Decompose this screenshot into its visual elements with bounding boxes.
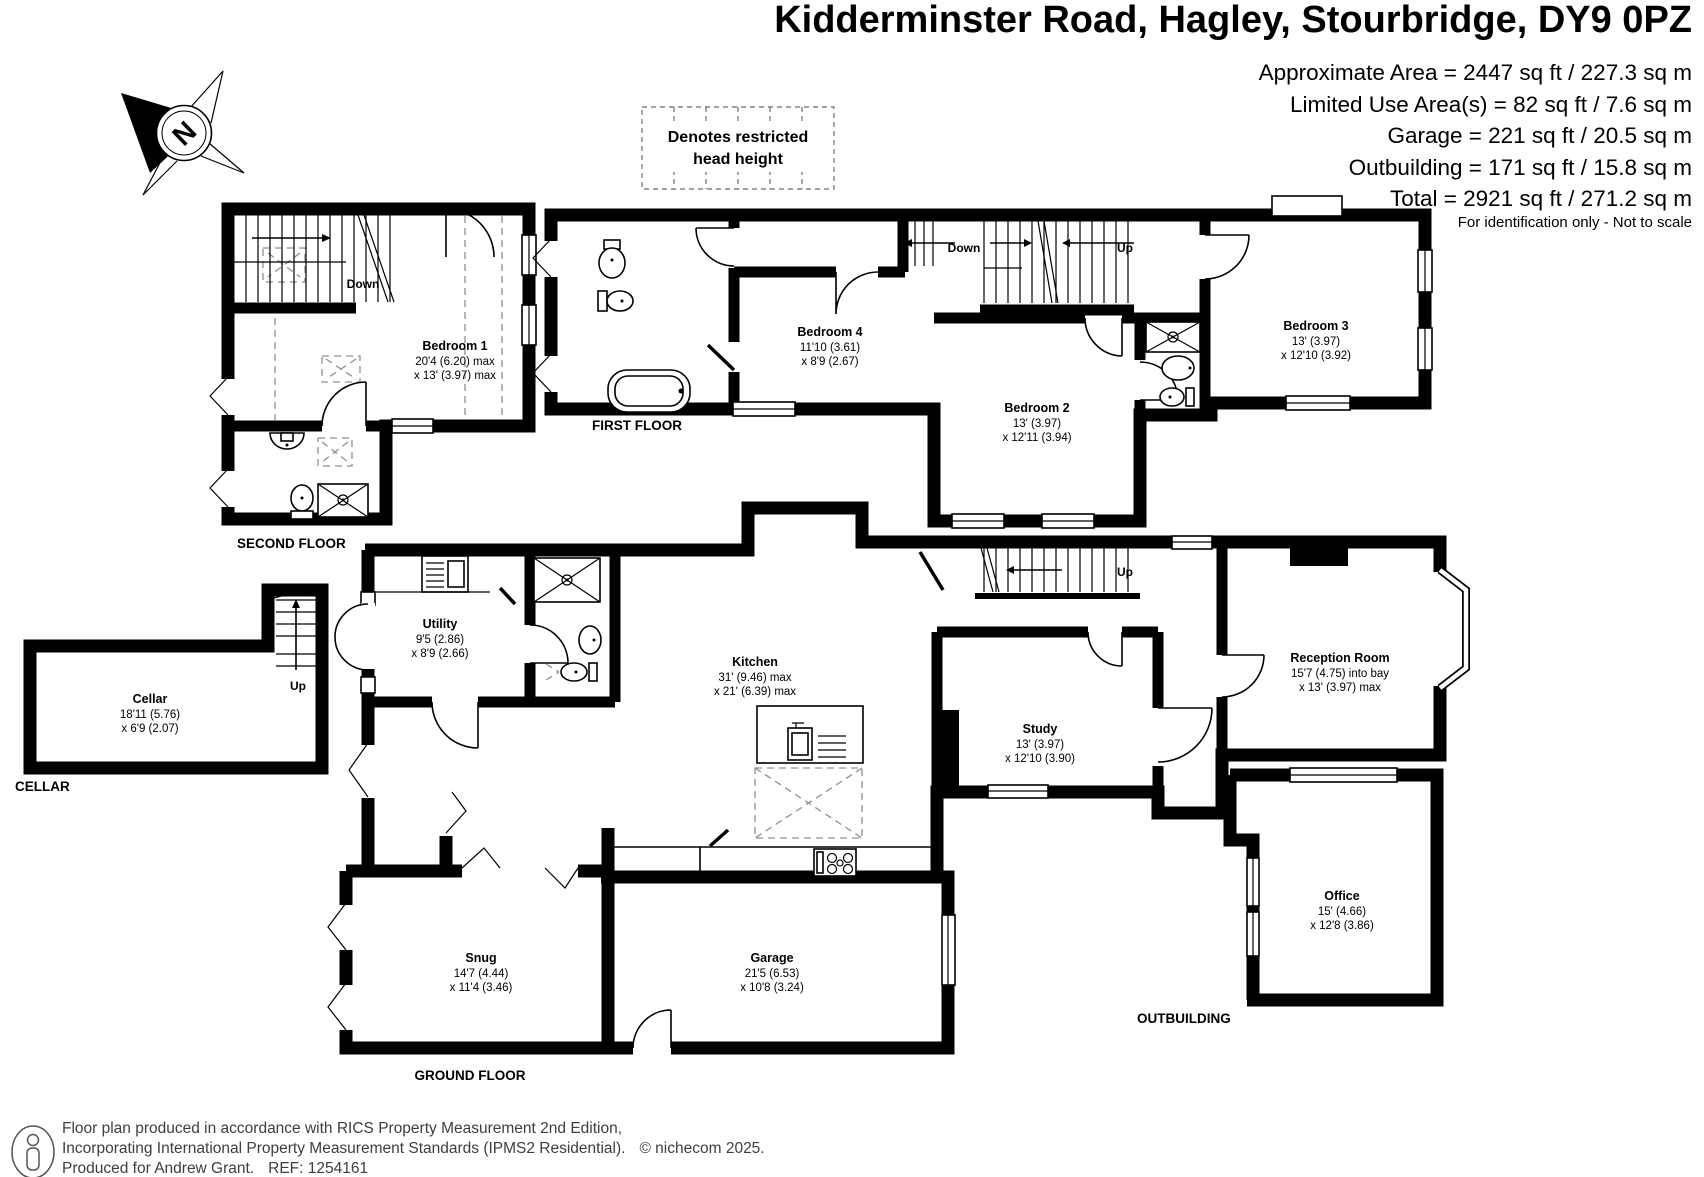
room-dim1-study: 13' (3.97) [1015, 739, 1065, 751]
toilet-icon [598, 291, 633, 311]
room-name-garage: Garage [750, 951, 794, 965]
page-title: Kidderminster Road, Hagley, Stourbridge, DY9 0PZ [774, 0, 1692, 41]
room-dim1-bedroom4: 11'10 (3.61) [799, 342, 861, 354]
door-arc [322, 209, 497, 433]
toilet-icon [1160, 388, 1194, 406]
room-name-utility: Utility [422, 617, 458, 631]
stat-outbuilding-area: Outbuilding = 171 sq ft / 15.8 sq m [1348, 155, 1692, 180]
room-dim1-bedroom2: 13' (3.97) [1012, 418, 1062, 430]
room-name-office: Office [1324, 889, 1360, 903]
floor-label-cellar: CELLAR [15, 779, 70, 794]
second-floor-plan [210, 209, 536, 551]
window-icon [392, 235, 536, 433]
header-block [774, 0, 1692, 231]
room-name-bedroom4: Bedroom 4 [797, 325, 863, 339]
floor-label-ground: GROUND FLOOR [414, 1068, 526, 1083]
sink-icon [1162, 356, 1194, 380]
hob-icon [814, 849, 856, 876]
person-scale-icon [12, 1126, 54, 1177]
restricted-head-height-zone [755, 768, 862, 838]
room-dim1-snug: 14'7 (4.44) [453, 968, 509, 980]
room-dim1-office: 15' (4.66) [1317, 906, 1367, 918]
stat-approximate-area: Approximate Area = 2447 sq ft / 227.3 sq m [1258, 60, 1692, 85]
room-dim2-kitchen: x 21' (6.39) max [713, 686, 797, 698]
kitchen-island [757, 706, 863, 763]
stairs-up-label: Up [1117, 565, 1133, 579]
room-name-reception: Reception Room [1290, 651, 1390, 665]
bay-window-icon [1440, 570, 1466, 688]
toilet-icon [291, 485, 313, 519]
scale-disclaimer: For identification only - Not to scale [1457, 214, 1692, 231]
compass-north-letter: N [166, 115, 203, 152]
room-dim1-reception: 15'7 (4.75) into bay [1290, 668, 1390, 680]
chimney-breast [1290, 548, 1348, 566]
footer-line-3 [62, 1160, 368, 1177]
room-name-kitchen: Kitchen [732, 655, 778, 669]
footer-line-1: Floor plan produced in accordance with RICS Property Measurement 2nd Edition, [62, 1120, 623, 1137]
footer-line-2 [62, 1140, 765, 1157]
room-dim1-kitchen: 31' (9.46) max [718, 672, 792, 684]
first-floor-plan [533, 196, 1432, 528]
bath-icon [608, 370, 690, 412]
room-dim2-bedroom4: x 8'9 (2.67) [801, 356, 859, 368]
room-dim1-cellar: 18'11 (5.76) [119, 709, 181, 721]
room-dim1-utility: 9'5 (2.86) [415, 634, 465, 646]
cellar-stairs [274, 586, 318, 670]
stairs-up-label: Up [1117, 241, 1133, 255]
footer [12, 1120, 765, 1177]
ground-floor-stairs [975, 548, 1140, 596]
room-name-study: Study [1022, 722, 1058, 736]
legend-line-2: head height [693, 151, 783, 168]
room-dim2-snug: x 11'4 (3.46) [449, 982, 513, 994]
chimney-breast [941, 710, 959, 788]
shower-icon [318, 484, 368, 517]
stat-limited-use-area: Limited Use Area(s) = 82 sq ft / 7.6 sq m [1289, 92, 1692, 117]
room-dim2-utility: x 8'9 (2.66) [411, 648, 469, 660]
stat-total-area: Total = 2921 sq ft / 271.2 sq m [1389, 186, 1692, 211]
kitchen-sink-unit-icon [375, 552, 490, 592]
room-dim2-garage: x 10'8 (3.24) [740, 982, 804, 994]
sink-icon [599, 240, 625, 278]
first-floor-stairs [904, 221, 1134, 310]
stairs-down-label: Down [346, 277, 380, 291]
room-dim2-cellar: x 6'9 (2.07) [121, 723, 179, 735]
shower-icon [534, 558, 600, 602]
floor-label-first: FIRST FLOOR [592, 418, 682, 433]
shower-icon [1146, 322, 1200, 352]
room-dim2-bedroom2: x 12'11 (3.94) [1002, 432, 1072, 444]
room-dim1-garage: 21'5 (6.53) [744, 968, 800, 980]
footer-produced-for: Produced for Andrew Grant. [62, 1160, 255, 1177]
room-dim2-reception: x 13' (3.97) max [1298, 682, 1382, 694]
sink-icon [270, 433, 304, 449]
stairs-down-label: Down [947, 241, 981, 255]
room-name-snug: Snug [465, 951, 497, 965]
room-name-bedroom2: Bedroom 2 [1004, 401, 1070, 415]
stairs-up-label: Up [290, 679, 306, 693]
footer-ref: REF: 1254161 [268, 1160, 369, 1177]
room-dim2-bedroom3: x 12'10 (3.92) [1281, 350, 1351, 362]
room-name-bedroom1: Bedroom 1 [422, 339, 488, 353]
sink-icon [579, 626, 601, 654]
footer-line-2-text: Incorporating International Property Measurement Standards (IPMS2 Residential). [62, 1140, 626, 1157]
room-name-cellar: Cellar [132, 692, 168, 706]
floor-label-second: SECOND FLOOR [237, 536, 346, 551]
floor-label-outbuilding: OUTBUILDING [1137, 1011, 1231, 1026]
toilet-icon [546, 663, 597, 681]
legend-restricted-head-height [642, 107, 834, 189]
cellar-plan [15, 586, 322, 794]
footer-copyright: © nichecom 2025. [639, 1140, 765, 1157]
room-dim2-study: x 12'10 (3.90) [1005, 753, 1075, 765]
room-dim1-bedroom1: 20'4 (6.20) max [415, 356, 495, 368]
compass-icon [121, 71, 244, 195]
stat-garage-area: Garage = 221 sq ft / 20.5 sq m [1387, 123, 1692, 148]
legend-line-1: Denotes restricted [667, 129, 809, 146]
room-dim1-bedroom3: 13' (3.97) [1291, 336, 1341, 348]
room-name-bedroom3: Bedroom 3 [1283, 319, 1349, 333]
room-dim2-bedroom1: x 13' (3.97) max [413, 370, 497, 382]
room-dim2-office: x 12'8 (3.86) [1310, 920, 1374, 932]
